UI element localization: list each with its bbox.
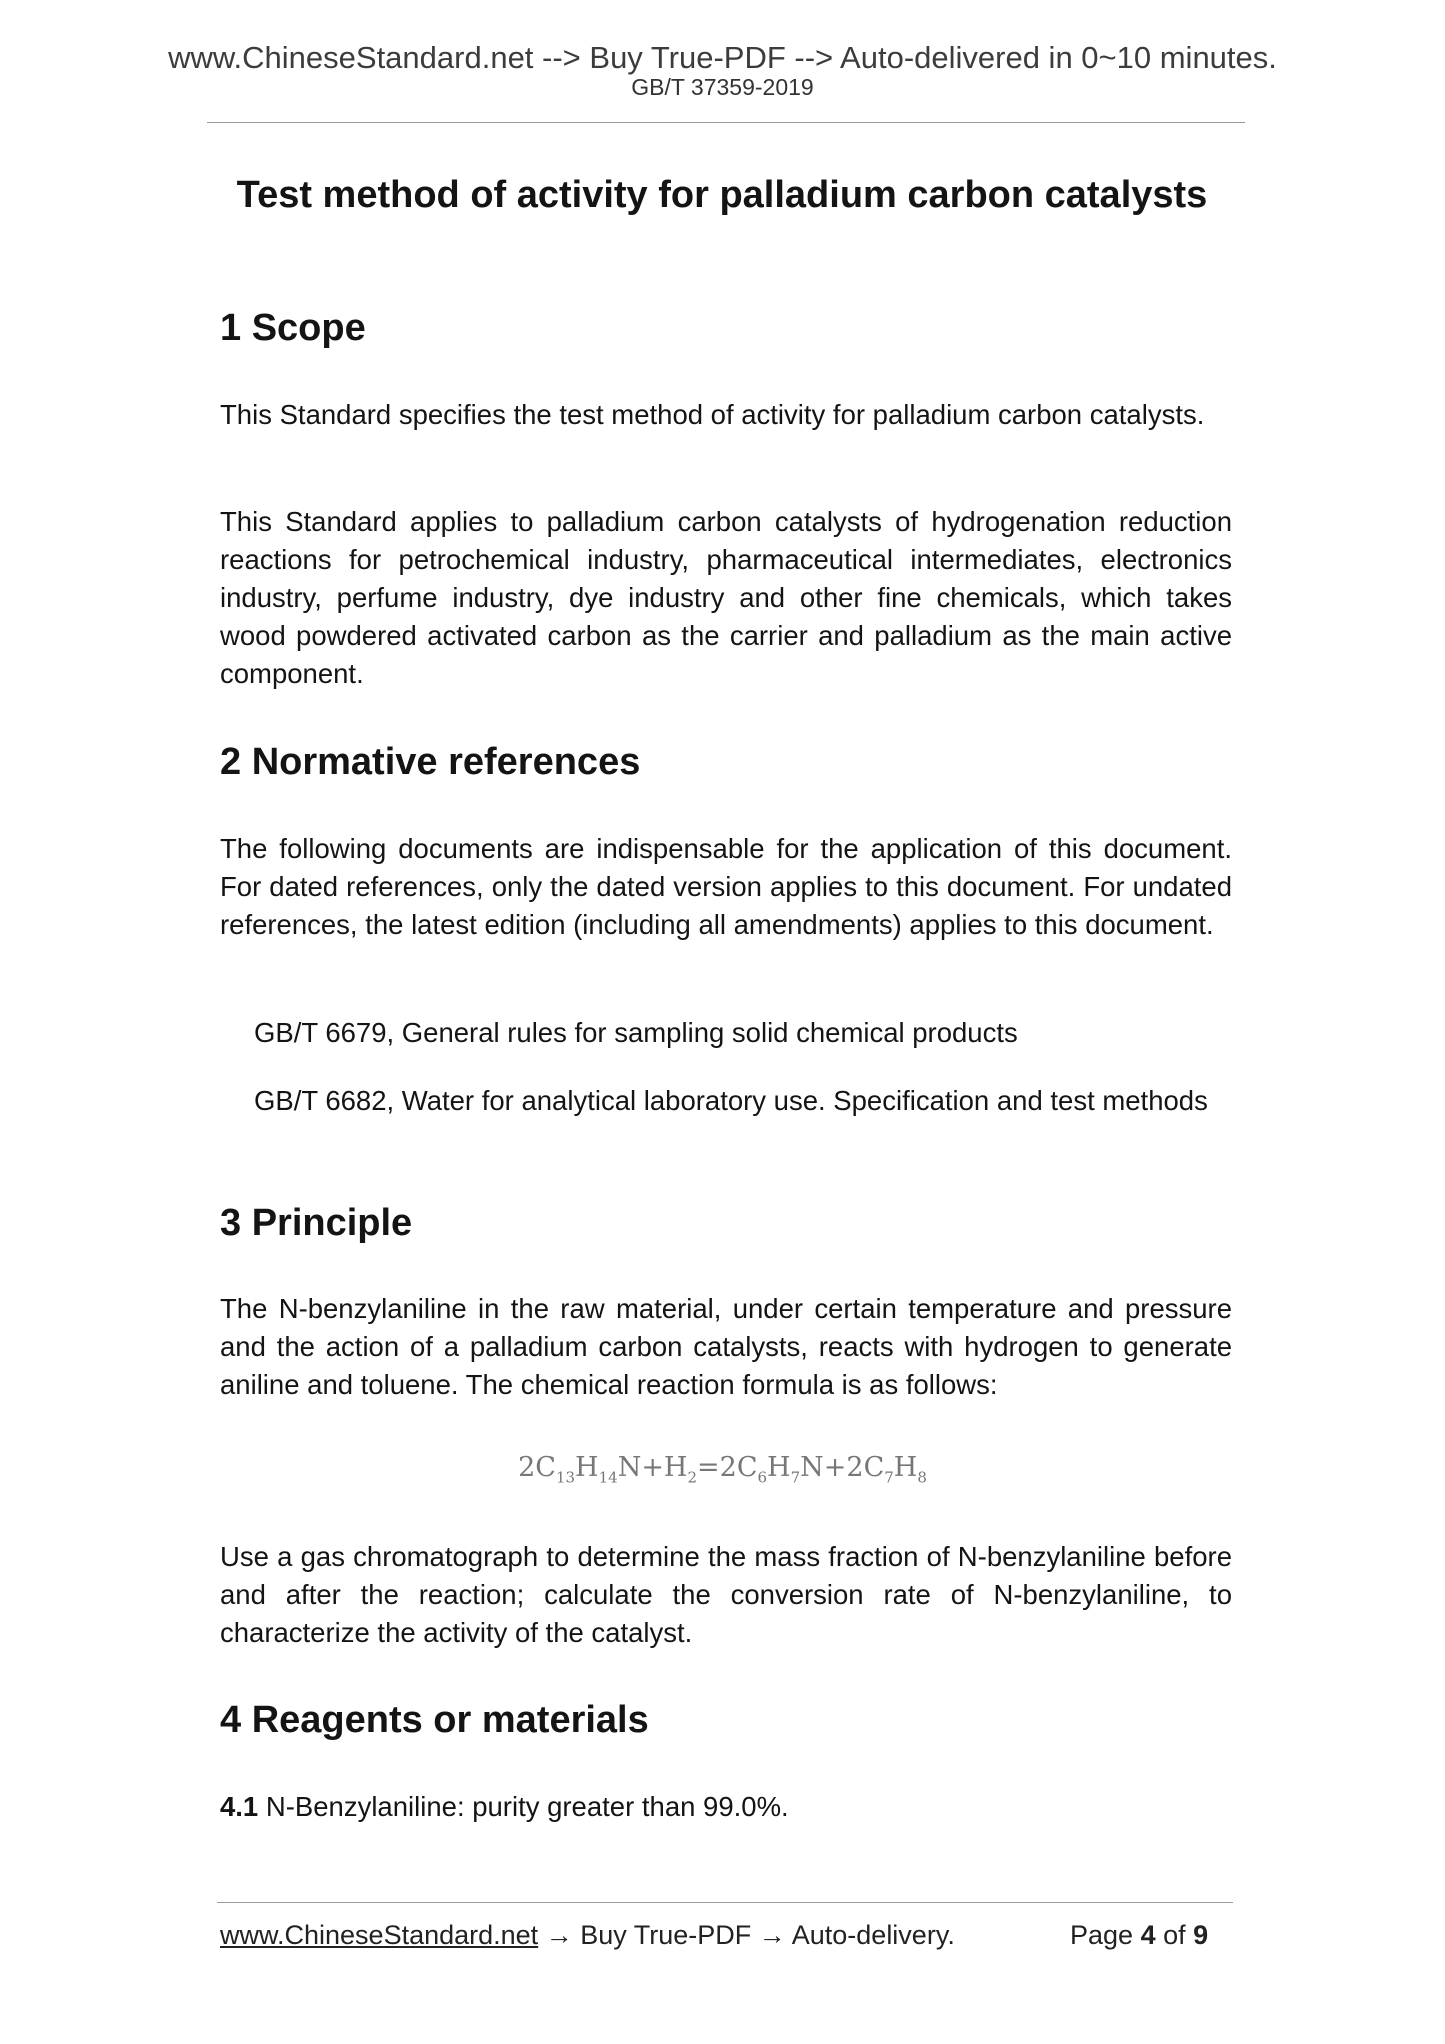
section-heading-principle: 3 Principle bbox=[220, 1202, 413, 1244]
footer-divider bbox=[217, 1902, 1233, 1903]
principle-paragraph-1: The N-benzylaniline in the raw material, under certain temperature and pressure and the action of a palladium carbon catalysts, reacts with hydrogen to generate aniline and toluene. The chemical reaction formula is as follows: bbox=[220, 1293, 1232, 1400]
document-title: Test method of activity for palladium carbon catalysts bbox=[236, 174, 1208, 216]
total-pages: 9 bbox=[1193, 1920, 1209, 1950]
header-divider bbox=[207, 122, 1245, 123]
reagent-item-text: N-Benzylaniline: purity greater than 99.0%. bbox=[265, 1791, 789, 1822]
reference-item: GB/T 6679, General rules for sampling solid chemical products bbox=[254, 1017, 1018, 1048]
page-indicator: Page 4 of 9 bbox=[1070, 1920, 1209, 1950]
normative-references-paragraph: The following documents are indispensable for the application of this document. For dated references, only the dated version applies to this document. For undated references, the latest edition (including all amendments) applies to this document. bbox=[220, 833, 1232, 940]
section-heading-scope: 1 Scope bbox=[220, 307, 366, 349]
current-page-number: 4 bbox=[1140, 1920, 1156, 1950]
scope-paragraph-2: This Standard applies to palladium carbon catalysts of hydrogenation reduction reactions for petrochemical industry, pharmaceutical intermediates, electronics industry, perfume industry, dye industry and other fine chemicals, which takes wood powdered activated carbon as the carrier and palladium as the main active component. bbox=[220, 506, 1232, 689]
reagent-item bbox=[220, 1788, 1232, 1826]
reaction-formula: $2C_{13}H_{14}N+H_2=2C_6H_7N+2C_7H_8$ bbox=[518, 1452, 927, 1487]
footer-link[interactable]: www.ChineseStandard.net bbox=[220, 1920, 539, 1950]
reagent-item-number: 4.1 bbox=[220, 1791, 259, 1822]
footer-tail-text: → Buy True-PDF → Auto-delivery. bbox=[538, 1920, 955, 1950]
reference-item: GB/T 6682, Water for analytical laboratory use. Specification and test methods bbox=[254, 1085, 1208, 1116]
section-heading-normative-references: 2 Normative references bbox=[220, 741, 641, 783]
header-banner: www.ChineseStandard.net --> Buy True-PDF --> Auto-delivered in 0~10 minutes. bbox=[168, 40, 1277, 75]
section-heading-reagents: 4 Reagents or materials bbox=[220, 1699, 649, 1741]
scope-paragraph-1: This Standard specifies the test method of activity for palladium carbon catalysts. bbox=[220, 399, 1205, 430]
standard-code: GB/T 37359-2019 bbox=[631, 74, 814, 100]
principle-paragraph-2: Use a gas chromatograph to determine the mass fraction of N-benzylaniline before and after the reaction; calculate the conversion rate of N-benzylaniline, to characterize the activity of the catalyst. bbox=[220, 1541, 1232, 1648]
footer-left bbox=[220, 1918, 955, 1952]
